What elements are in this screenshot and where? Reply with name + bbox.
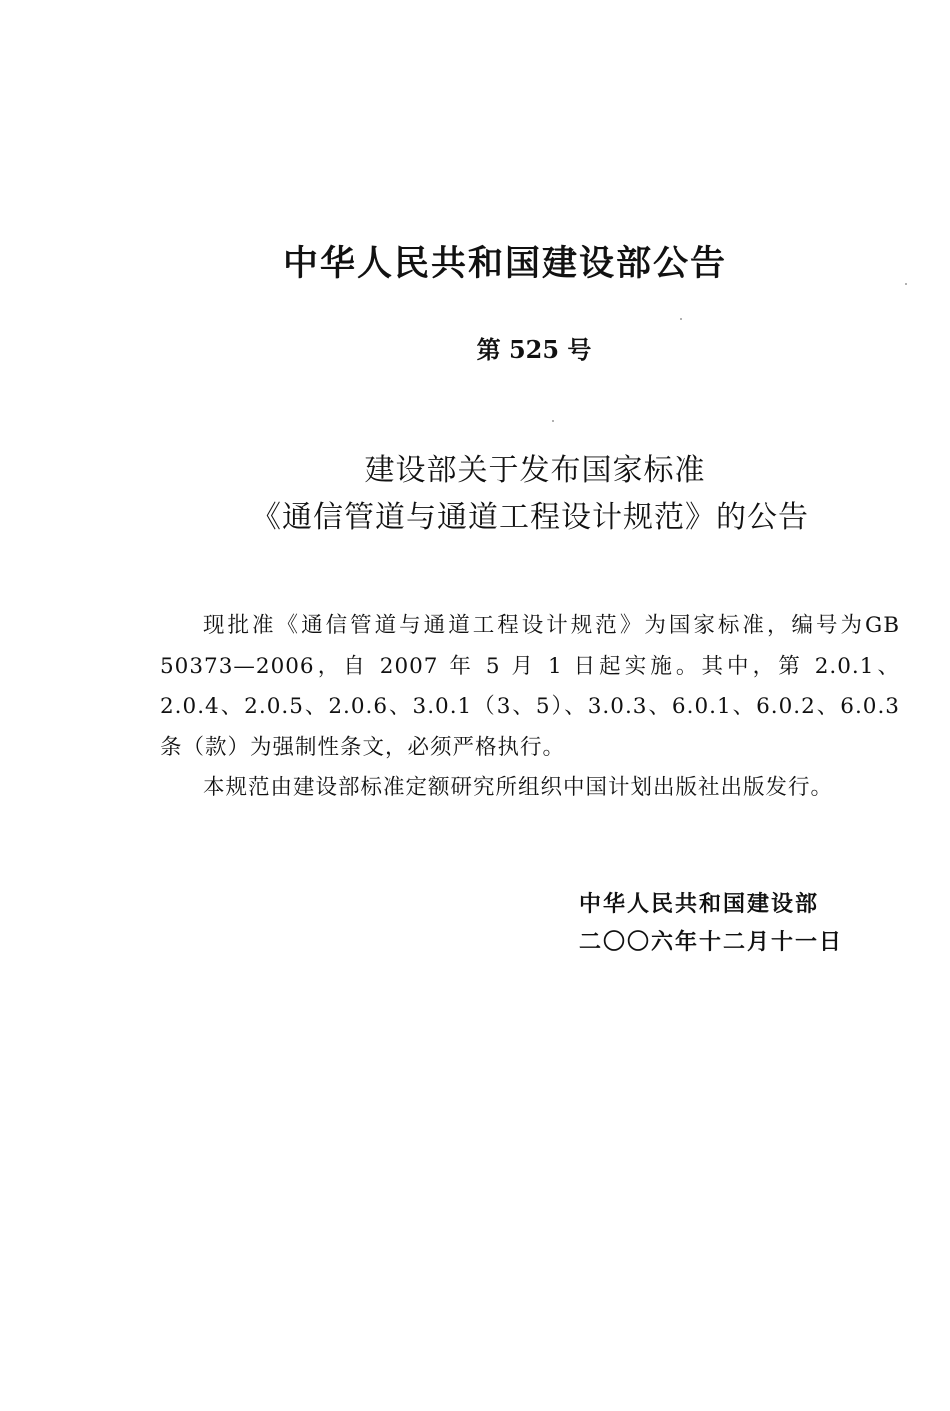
scan-speck xyxy=(680,318,682,320)
announcement-body xyxy=(160,606,900,809)
paragraph-publication: 本规范由建设部标准定额研究所组织中国计划出版社出版发行。 xyxy=(203,775,834,800)
scan-speck xyxy=(552,420,554,422)
signature-organization: 中华人民共和国建设部 xyxy=(578,892,819,917)
notice-number: 第 525 号 xyxy=(476,335,592,364)
signature-date: 二〇〇六年十二月十一日 xyxy=(578,930,843,955)
scan-speck xyxy=(905,283,907,285)
subtitle-line-1: 建设部关于发布国家标准 xyxy=(364,453,706,488)
page-title: 中华人民共和国建设部公告 xyxy=(282,244,727,284)
signature-block xyxy=(579,886,843,962)
paragraph-approval: 现批准《通信管道与通道工程设计规范》为国家标准，编号为GB 50373—2006，自 2007 年 5 月 1 日起实施。其中，第 2.0.1、2.0.4、2.0.5、2.0.6、3.0.1（3、5）、3.0.3、6.0.1、6.0.2、6.0.3 条（款）为强制性条文，必须严格执行。 xyxy=(160,613,900,760)
subtitle-line-2: 《通信管道与通道工程设计规范》的公告 xyxy=(251,500,809,535)
